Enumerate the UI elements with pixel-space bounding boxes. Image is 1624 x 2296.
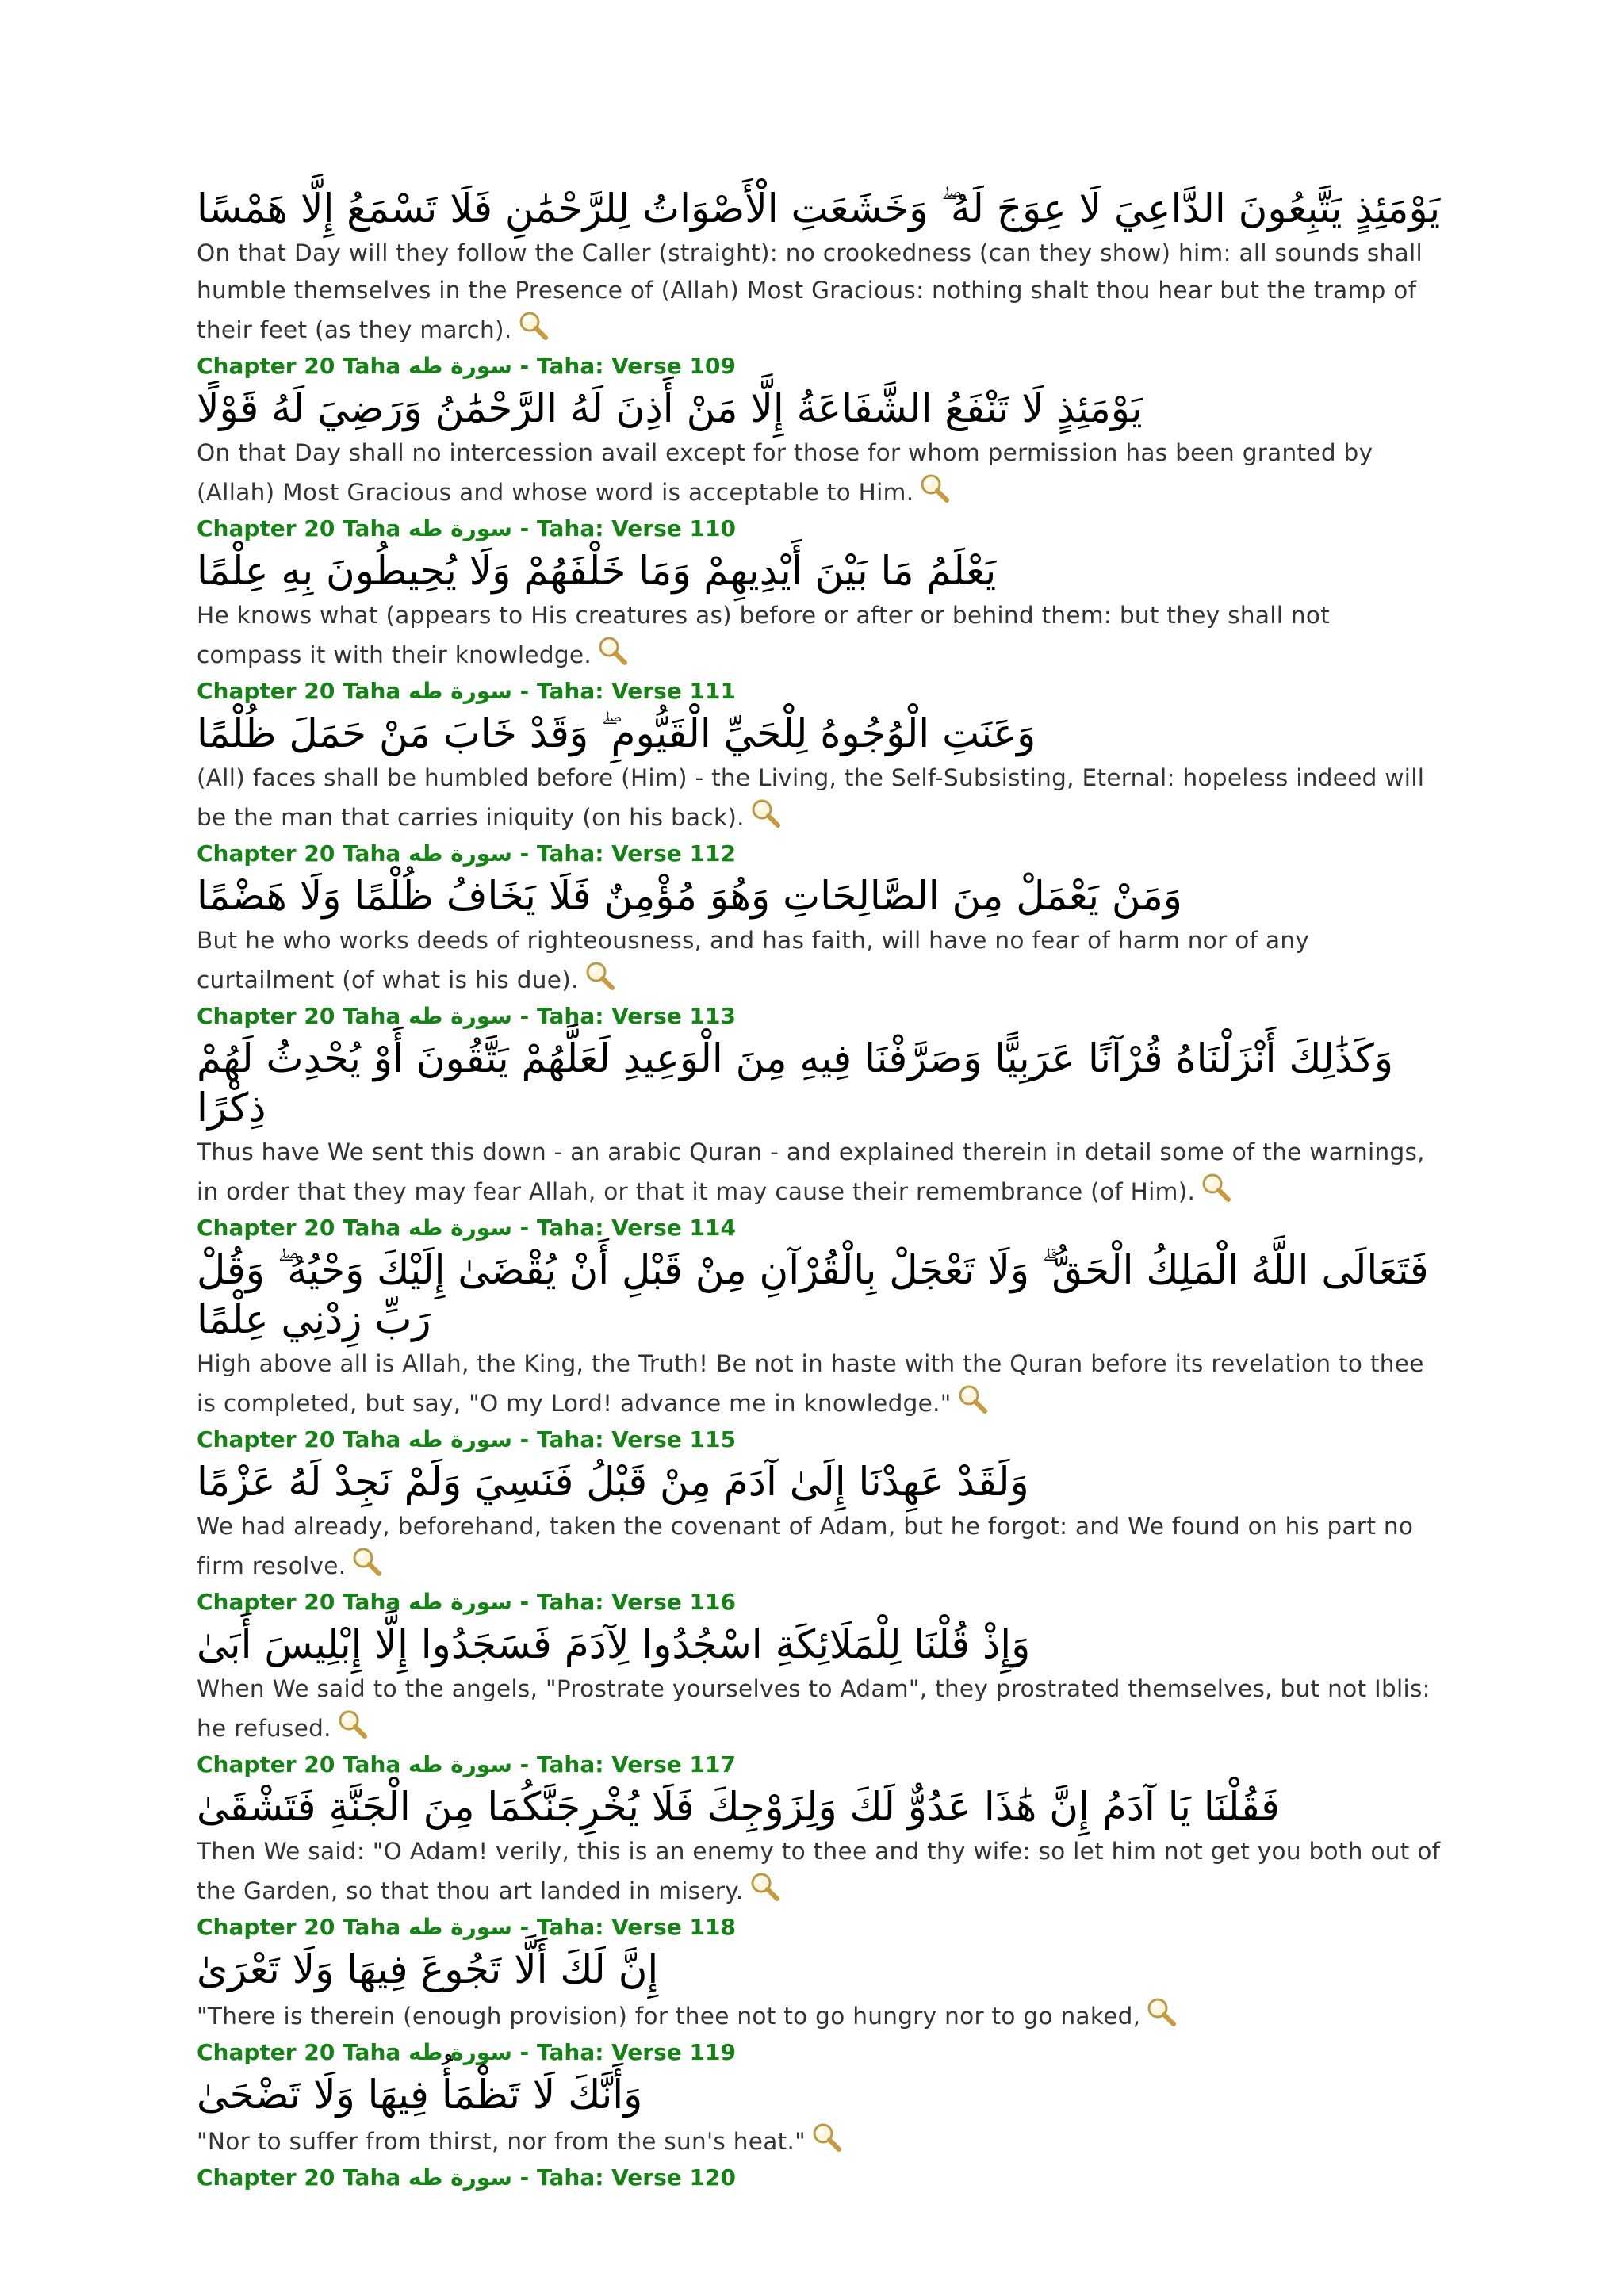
verse-reference[interactable] bbox=[197, 838, 1442, 870]
reference-surah-arabic: سورة طه bbox=[408, 2039, 512, 2065]
translation-text bbox=[197, 1508, 1442, 1585]
translation-text bbox=[197, 1134, 1442, 1211]
arabic-verse-text: إِنَّ لَكَ أَلَّا تَجُوعَ فِيهَا وَلَا تَعْرَىٰ bbox=[197, 1946, 659, 1992]
arabic-verse-text: وَعَنَتِ الْوُجُوهُ لِلْحَيِّ الْقَيُّومِ ۖ وَقَدْ خَابَ مَنْ حَمَلَ ظُلْمًا bbox=[197, 710, 1036, 756]
arabic-verse-text: يَوْمَئِذٍ لَا تَنْفَعُ الشَّفَاعَةُ إِلَّا مَنْ أَذِنَ لَهُ الرَّحْمَٰنُ وَرَضِيَ لَهُ قَوْلًا bbox=[197, 385, 1143, 431]
translation-body: High above all is Allah, the King, the Truth! Be not in haste with the Quran before its revelation to thee is completed, but say, "O my Lord! advance me in knowledge." bbox=[197, 1350, 1424, 1417]
magnifier-icon[interactable] bbox=[1200, 1171, 1231, 1203]
verse-block bbox=[197, 1782, 1442, 1943]
verse-reference[interactable] bbox=[197, 675, 1442, 707]
translation-body: When We said to the angels, "Prostrate yourselves to Adam", they prostrated themselves, but not Iblis: he refused. bbox=[197, 1675, 1431, 1742]
reference-verse: - Taha: Verse 118 bbox=[519, 1914, 736, 1940]
magnifier-icon[interactable] bbox=[956, 1383, 988, 1414]
reference-verse: - Taha: Verse 114 bbox=[519, 1215, 736, 1241]
translation-body: "There is therein (enough provision) for thee not to go hungry nor to go naked, bbox=[197, 2003, 1141, 2030]
reference-surah-arabic: سورة طه bbox=[408, 2164, 512, 2191]
magnifier-icon[interactable] bbox=[810, 2121, 842, 2152]
magnifier-icon[interactable] bbox=[749, 797, 781, 828]
magnifier-icon[interactable] bbox=[1145, 1996, 1177, 2027]
magnifier-icon[interactable] bbox=[596, 634, 628, 666]
translation-body: "Nor to suffer from thirst, nor from the sun's heat." bbox=[197, 2128, 806, 2155]
translation-body: On that Day shall no intercession avail except for those for whom permission has been granted by (Allah) Most Gracious and whose word is acceptable to Him. bbox=[197, 439, 1373, 506]
translation-body: (All) faces shall be humbled before (Him) - the Living, the Self-Subsisting, Eternal: hopeless indeed will be the man that carries iniquity (on his back). bbox=[197, 764, 1425, 831]
verse-reference[interactable] bbox=[197, 2037, 1442, 2068]
reference-surah-arabic: سورة طه bbox=[408, 515, 512, 541]
magnifier-icon[interactable] bbox=[350, 1545, 382, 1577]
translation-text bbox=[197, 1670, 1442, 1747]
reference-chapter: Chapter 20 Taha bbox=[197, 1914, 401, 1940]
reference-verse: - Taha: Verse 113 bbox=[519, 1003, 736, 1029]
verse-block bbox=[197, 1457, 1442, 1618]
verse-reference[interactable] bbox=[197, 1586, 1442, 1618]
verse-reference[interactable] bbox=[197, 1749, 1442, 1781]
translation-text bbox=[197, 922, 1442, 999]
reference-chapter: Chapter 20 Taha bbox=[197, 1003, 401, 1029]
reference-verse: - Taha: Verse 110 bbox=[519, 515, 736, 541]
verse-block bbox=[197, 546, 1442, 707]
reference-surah-arabic: سورة طه bbox=[408, 1589, 512, 1615]
verse-reference[interactable] bbox=[197, 1212, 1442, 1244]
reference-verse: - Taha: Verse 109 bbox=[519, 353, 736, 379]
verse-reference[interactable] bbox=[197, 1424, 1442, 1456]
translation-text bbox=[197, 2121, 1442, 2160]
reference-chapter: Chapter 20 Taha bbox=[197, 2039, 401, 2065]
translation-body: Then We said: "O Adam! verily, this is an enemy to thee and thy wife: so let him not get you both out of the Garden, so that thou art landed in misery. bbox=[197, 1838, 1441, 1904]
reference-surah-arabic: سورة طه bbox=[408, 840, 512, 867]
reference-chapter: Chapter 20 Taha bbox=[197, 2164, 401, 2191]
verse-block bbox=[197, 709, 1442, 870]
reference-surah-arabic: سورة طه bbox=[408, 1426, 512, 1452]
reference-verse: - Taha: Verse 117 bbox=[519, 1751, 736, 1777]
reference-surah-arabic: سورة طه bbox=[408, 1751, 512, 1777]
arabic-verse-text: فَتَعَالَى اللَّهُ الْمَلِكُ الْحَقُّ ۗ وَلَا تَعْجَلْ بِالْقُرْآنِ مِنْ قَبْلِ أَنْ يُقْضَىٰ إِلَيْكَ وَحْيُهُ ۖ وَقُلْ رَبِّ زِدْنِي عِلْمًا bbox=[197, 1247, 1429, 1342]
verse-block bbox=[197, 1945, 1442, 2068]
verse-block bbox=[197, 871, 1442, 1032]
reference-surah-arabic: سورة طه bbox=[408, 1914, 512, 1940]
magnifier-icon[interactable] bbox=[749, 1870, 780, 1902]
reference-verse: - Taha: Verse 111 bbox=[519, 678, 736, 704]
reference-surah-arabic: سورة طه bbox=[408, 1003, 512, 1029]
translation-body: But he who works deeds of righteousness, and has faith, will have no fear of harm nor of any curtailment (of what is his due). bbox=[197, 927, 1310, 993]
arabic-verse-text: يَوْمَئِذٍ يَتَّبِعُونَ الدَّاعِيَ لَا عِوَجَ لَهُ ۖ وَخَشَعَتِ الْأَصْوَاتُ لِلرَّحْمَٰنِ فَلَا تَسْمَعُ إِلَّا هَمْسًا bbox=[197, 186, 1441, 232]
reference-chapter: Chapter 20 Taha bbox=[197, 678, 401, 704]
reference-verse: - Taha: Verse 120 bbox=[519, 2164, 736, 2191]
reference-chapter: Chapter 20 Taha bbox=[197, 353, 401, 379]
verse-block bbox=[197, 1620, 1442, 1781]
translation-body: Thus have We sent this down - an arabic Quran - and explained therein in detail some of the warnings, in order that they may fear Allah, or that it may cause their remembrance (of Him). bbox=[197, 1138, 1425, 1205]
verse-block bbox=[197, 2070, 1442, 2194]
verse-reference[interactable] bbox=[197, 2162, 1442, 2194]
arabic-verse-text: وَأَنَّكَ لَا تَظْمَأُ فِيهَا وَلَا تَضْحَىٰ bbox=[197, 2072, 643, 2118]
reference-chapter: Chapter 20 Taha bbox=[197, 1426, 401, 1452]
magnifier-icon[interactable] bbox=[918, 472, 950, 503]
reference-chapter: Chapter 20 Taha bbox=[197, 515, 401, 541]
reference-verse: - Taha: Verse 112 bbox=[519, 840, 736, 867]
translation-text bbox=[197, 760, 1442, 836]
reference-chapter: Chapter 20 Taha bbox=[197, 1589, 401, 1615]
arabic-verse-text: وَلَقَدْ عَهِدْنَا إِلَىٰ آدَمَ مِنْ قَبْلُ فَنَسِيَ وَلَمْ نَجِدْ لَهُ عَزْمًا bbox=[197, 1459, 1029, 1505]
reference-surah-arabic: سورة طه bbox=[408, 1215, 512, 1241]
reference-surah-arabic: سورة طه bbox=[408, 678, 512, 704]
verse-reference[interactable] bbox=[197, 1001, 1442, 1032]
arabic-verse-text: وَإِذْ قُلْنَا لِلْمَلَائِكَةِ اسْجُدُوا لِآدَمَ فَسَجَدُوا إِلَّا إِبْلِيسَ أَبَىٰ bbox=[197, 1621, 1031, 1667]
arabic-verse-text: فَقُلْنَا يَا آدَمُ إِنَّ هَٰذَا عَدُوٌّ لَكَ وَلِزَوْجِكَ فَلَا يُخْرِجَنَّكُمَا مِنَ الْجَنَّةِ فَتَشْقَىٰ bbox=[197, 1784, 1280, 1830]
translation-body: On that Day will they follow the Caller (straight): no crookedness (can they show) him: all sounds shall humble themselves in the Presence of (Allah) Most Gracious: nothing shalt thou hear but the tramp of their feet (as they march). bbox=[197, 239, 1423, 343]
translation-body: He knows what (appears to His creatures as) before or after or behind them: but they shall not compass it with their knowledge. bbox=[197, 602, 1331, 668]
arabic-verse-text: وَمَنْ يَعْمَلْ مِنَ الصَّالِحَاتِ وَهُوَ مُؤْمِنٌ فَلَا يَخَافُ ظُلْمًا وَلَا هَضْمًا bbox=[197, 873, 1182, 919]
magnifier-icon[interactable] bbox=[584, 959, 615, 991]
verse-reference[interactable] bbox=[197, 350, 1442, 382]
reference-verse: - Taha: Verse 115 bbox=[519, 1426, 736, 1452]
verse-list bbox=[197, 184, 1442, 2195]
translation-text bbox=[197, 597, 1442, 674]
verse-reference[interactable] bbox=[197, 513, 1442, 545]
verse-block bbox=[197, 384, 1442, 545]
reference-surah-arabic: سورة طه bbox=[408, 353, 512, 379]
verse-block bbox=[197, 184, 1442, 382]
translation-text bbox=[197, 434, 1442, 511]
verse-block bbox=[197, 1246, 1442, 1456]
reference-verse: - Taha: Verse 116 bbox=[519, 1589, 736, 1615]
translation-text bbox=[197, 1833, 1442, 1910]
arabic-verse-text: وَكَذَٰلِكَ أَنْزَلْنَاهُ قُرْآنًا عَرَبِيًّا وَصَرَّفْنَا فِيهِ مِنَ الْوَعِيدِ لَعَلَّهُمْ يَتَّقُونَ أَوْ يُحْدِثُ لَهُمْ ذِكْرًا bbox=[197, 1035, 1393, 1131]
verse-reference[interactable] bbox=[197, 1911, 1442, 1943]
translation-text bbox=[197, 235, 1442, 349]
magnifier-icon[interactable] bbox=[336, 1708, 368, 1739]
magnifier-icon[interactable] bbox=[517, 309, 549, 341]
arabic-verse-text: يَعْلَمُ مَا بَيْنَ أَيْدِيهِمْ وَمَا خَلْفَهُمْ وَلَا يُحِيطُونَ بِهِ عِلْمًا bbox=[197, 548, 997, 594]
reference-chapter: Chapter 20 Taha bbox=[197, 840, 401, 867]
reference-verse: - Taha: Verse 119 bbox=[519, 2039, 736, 2065]
reference-chapter: Chapter 20 Taha bbox=[197, 1751, 401, 1777]
translation-body: We had already, beforehand, taken the covenant of Adam, but he forgot: and We found on his part no firm resolve. bbox=[197, 1513, 1414, 1579]
translation-text bbox=[197, 1996, 1442, 2035]
verse-block bbox=[197, 1034, 1442, 1244]
reference-chapter: Chapter 20 Taha bbox=[197, 1215, 401, 1241]
translation-text bbox=[197, 1345, 1442, 1422]
